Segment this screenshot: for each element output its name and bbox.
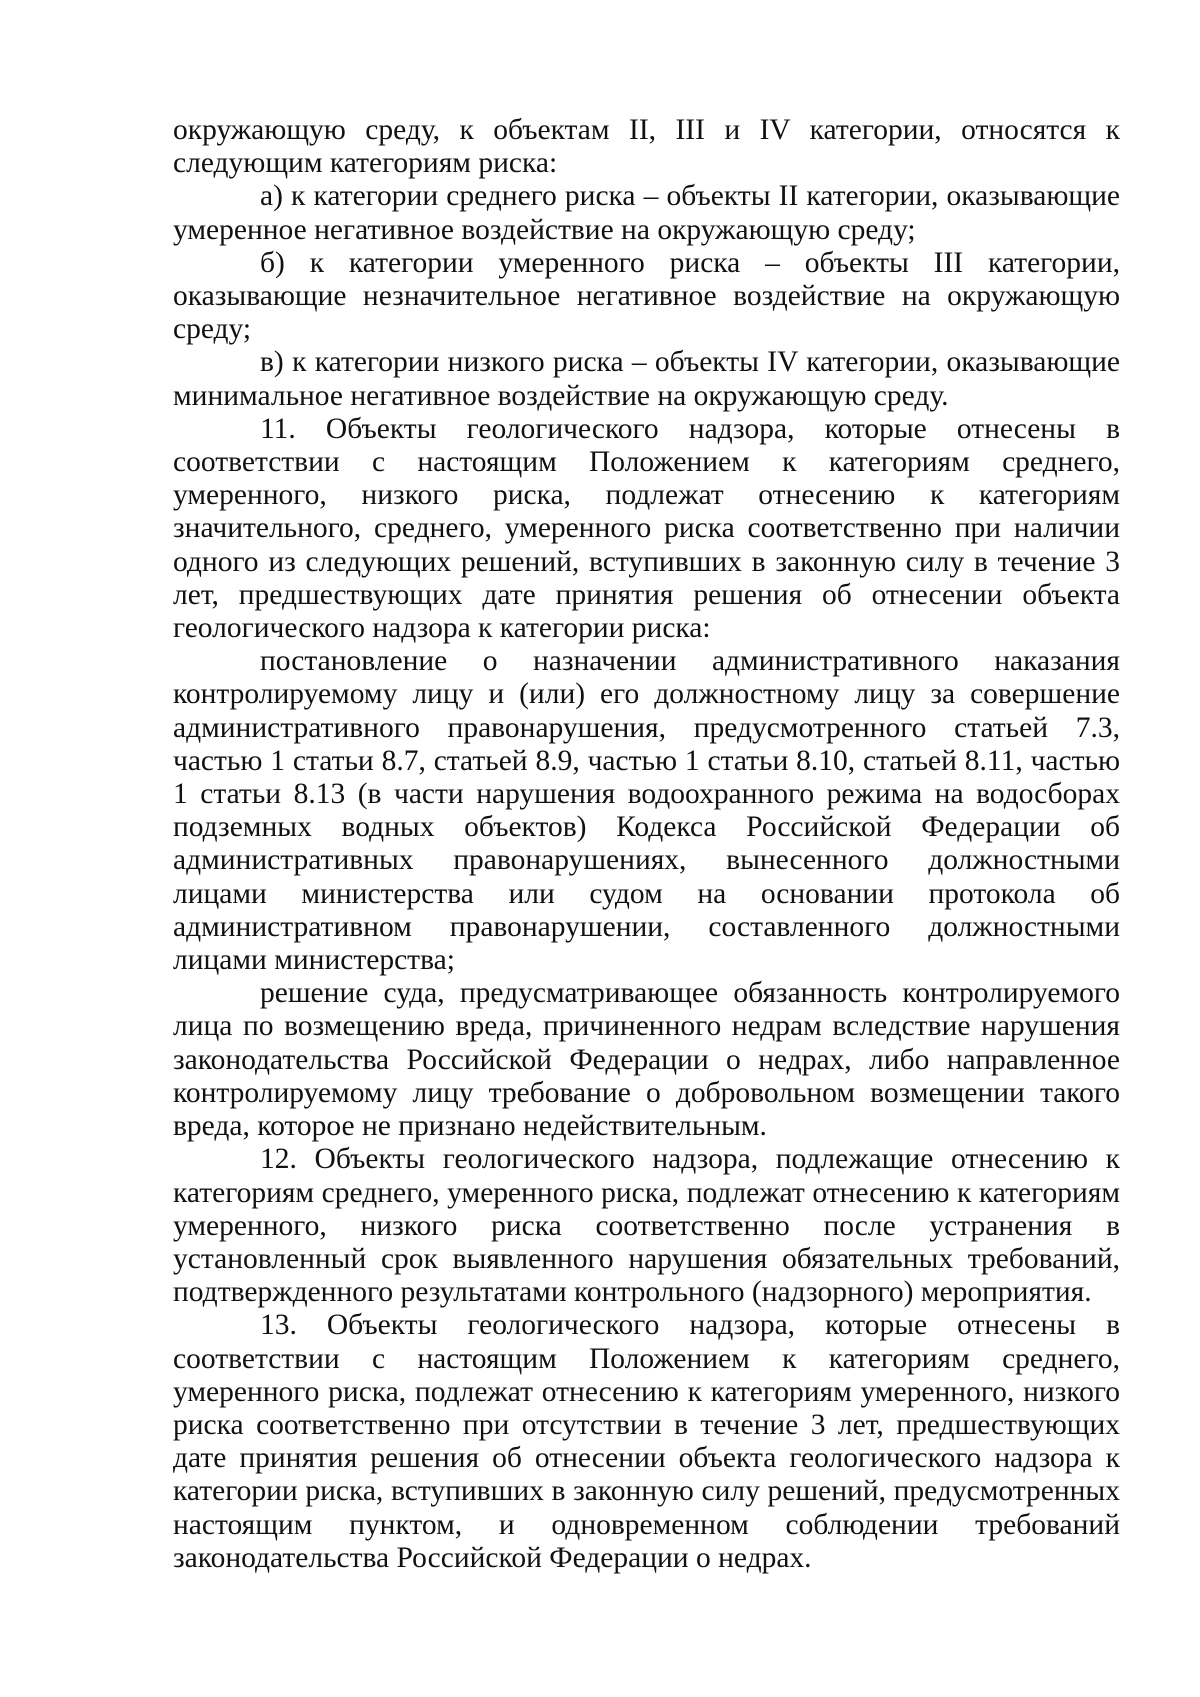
paragraph-item-a: а) к категории среднего риска – объекты II категории, оказывающие умеренное негативное воздействие на окружающую среду;	[173, 180, 1120, 246]
paragraph-court-decision: решение суда, предусматривающее обязанность контролируемого лица по возмещению вреда, причиненного недрам вследствие нарушения законодательства Российской Федерации о недрах, либо направленное контролируемому лицу требование о добровольном возмещении такого вреда, которое не признано недействительным.	[173, 977, 1120, 1143]
paragraph-clause-12: 12. Объекты геологического надзора, подлежащие отнесению к категориям среднего, умеренного риска, подлежат отнесению к категориям умеренного, низкого риска соответственно после устранения в установленный срок выявленного нарушения обязательных требований, подтвержденного результатами контрольного (надзорного) мероприятия.	[173, 1143, 1120, 1309]
document-body	[173, 114, 1120, 1575]
paragraph-item-b: б) к категории умеренного риска – объекты III категории, оказывающие незначительное негативное воздействие на окружающую среду;	[173, 246, 1120, 346]
paragraph-item-v: в) к категории низкого риска – объекты IV категории, оказывающие минимальное негативное воздействие на окружающую среду.	[173, 346, 1120, 412]
paragraph-resolution: постановление о назначении административного наказания контролируемому лицу и (или) его должностному лицу за совершение административного правонарушения, предусмотренного статьей 7.3, частью 1 статьи 8.7, статьей 8.9, частью 1 статьи 8.10, статьей 8.11, частью 1 статьи 8.13 (в части нарушения водоохранного режима на водосборах подземных водных объектов) Кодекса Российской Федерации об административных правонарушениях, вынесенного должностными лицами министерства или судом на основании протокола об административном правонарушении, составленного должностными лицами министерства;	[173, 645, 1120, 977]
paragraph-clause-11: 11. Объекты геологического надзора, которые отнесены в соответствии с настоящим Положением к категориям среднего, умеренного, низкого риска, подлежат отнесению к категориям значительного, среднего, умеренного риска соответственно при наличии одного из следующих решений, вступивших в законную силу в течение 3 лет, предшествующих дате принятия решения об отнесении объекта геологического надзора к категории риска:	[173, 412, 1120, 645]
paragraph-continuation: окружающую среду, к объектам II, III и IV категории, относятся к следующим категориям риска:	[173, 114, 1120, 180]
paragraph-clause-13: 13. Объекты геологического надзора, которые отнесены в соответствии с настоящим Положением к категориям среднего, умеренного риска, подлежат отнесению к категориям умеренного, низкого риска соответственно при отсутствии в течение 3 лет, предшествующих дате принятия решения об отнесении объекта геологического надзора к категории риска, вступивших в законную силу решений, предусмотренных настоящим пунктом, и одновременном соблюдении требований законодательства Российской Федерации о недрах.	[173, 1309, 1120, 1574]
